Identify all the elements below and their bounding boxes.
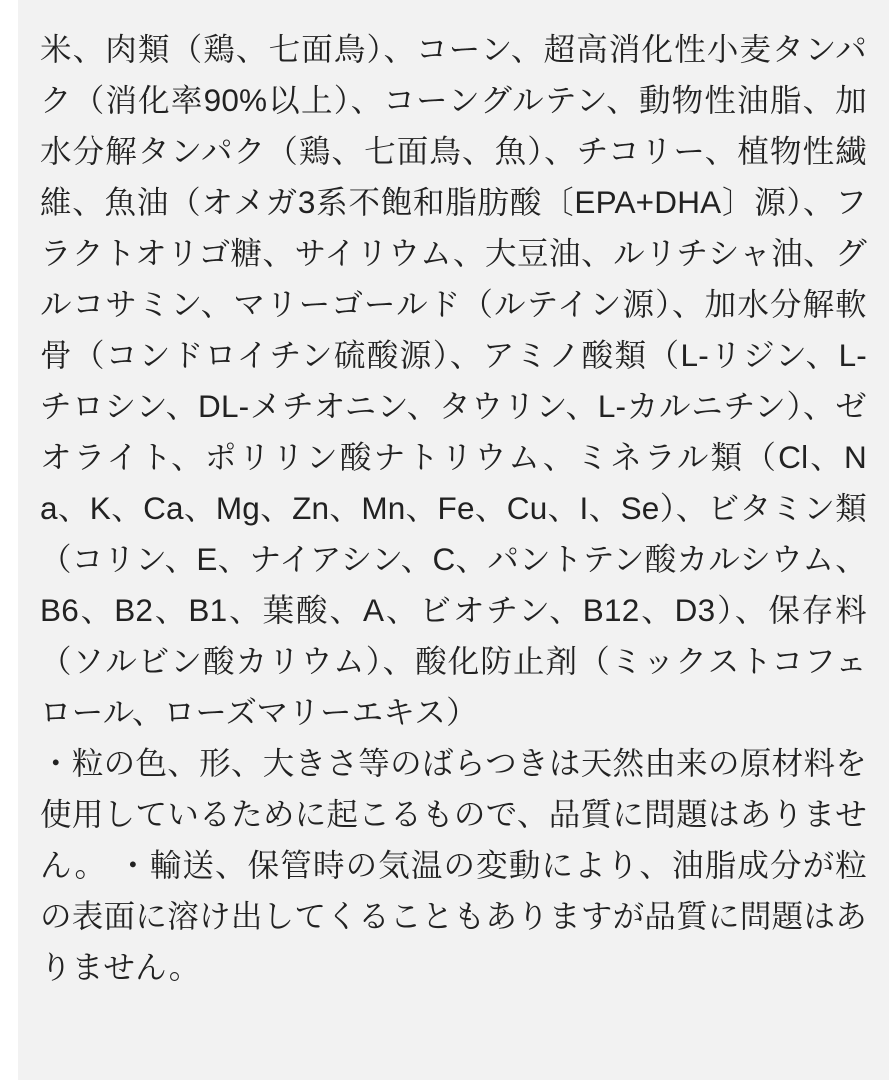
product-notes-text: ・粒の色、形、大きさ等のばらつきは天然由来の原材料を使用しているために起こるもので、品質に問題はありません。 ・輸送、保管時の気温の変動により、油脂成分が粒の表面に溶け出してくることもありますが品質に問題はありません。 xyxy=(40,745,867,986)
ingredients-list-text: 米、肉類（鶏、七面鳥）、コーン、超高消化性小麦タンパク（消化率90%以上）、コーングルテン、動物性油脂、加水分解タンパク（鶏、七面鳥、魚）、チコリー、植物性繊維、魚油（オメガ3系不飽和脂肪酸〔EPA+DHA〕源）、フラクトオリゴ糖、サイリウム、大豆油、ルリチシャ油、グルコサミン、マリーゴールド（ルテイン源）、加水分解軟骨（コンドロイチン硫酸源）、アミノ酸類（L-リジン、L-チロシン、DL-メチオニン、タウリン、L-カルニチン）、ゼオライト、ポリリン酸ナトリウム、ミネラル類（Cl、Na、K、Ca、Mg、Zn、Mn、Fe、Cu、I、Se）、ビタミン類（コリン、E、ナイアシン、C、パントテン酸カルシウム、B6、B2、B1、葉酸、A、ビオチン、B12、D3）、保存料（ソルビン酸カリウム）、酸化防止剤（ミックストコフェロール、ローズマリーエキス） xyxy=(40,31,867,731)
left-margin-rule xyxy=(0,0,18,1080)
